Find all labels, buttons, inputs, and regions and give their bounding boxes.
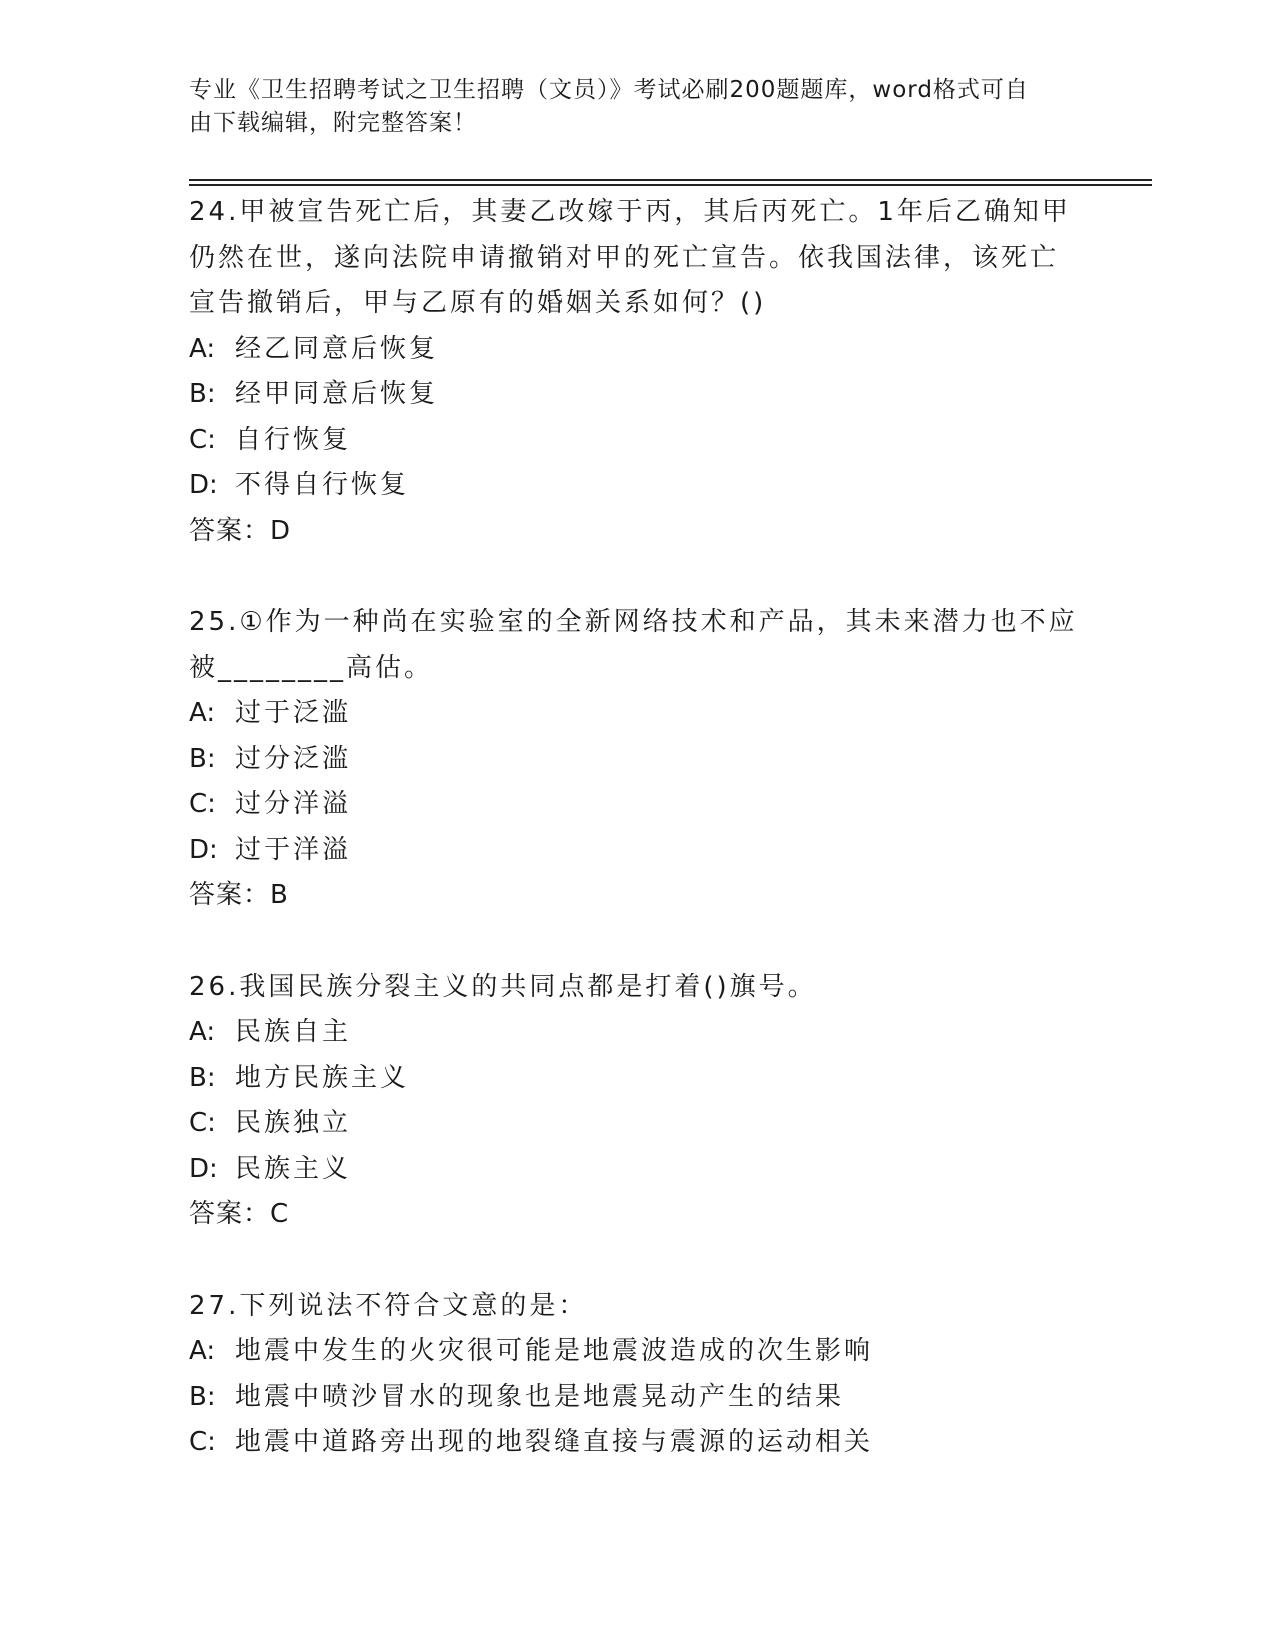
- option-text: 民族自主: [235, 1017, 352, 1047]
- option-key: A:: [189, 1336, 216, 1366]
- option-c: [189, 1420, 1089, 1466]
- option-key: C:: [189, 1108, 216, 1138]
- question-line: 27.下列说法不符合文意的是：: [189, 1290, 588, 1321]
- header-line-1: 专业《卫生招聘考试之卫生招聘（文员）》考试必刷200题题库，word格式可自: [189, 77, 1029, 103]
- option-text: 地震中发生的火灾很可能是地震波造成的次生影响: [235, 1336, 874, 1366]
- option-text: 过分洋溢: [235, 789, 352, 819]
- header-divider-top: [189, 179, 1152, 181]
- option-key: C:: [189, 424, 216, 455]
- option-c: [189, 418, 1089, 464]
- option-key: A:: [189, 1017, 216, 1047]
- option-text: 地震中喷沙冒水的现象也是地震晃动产生的结果: [235, 1381, 845, 1412]
- question-27: [189, 1284, 1089, 1466]
- option-text: 民族主义: [235, 1153, 352, 1184]
- option-text: 过于洋溢: [235, 834, 352, 865]
- option-a: [189, 691, 1089, 737]
- header-divider-bottom: [189, 184, 1152, 186]
- option-b: [189, 737, 1089, 783]
- option-d: [189, 1147, 1089, 1193]
- option-a: [189, 327, 1089, 373]
- answer-line: 答案：B: [189, 880, 289, 910]
- question-24: [189, 190, 1089, 554]
- option-key: A:: [189, 333, 216, 364]
- option-text: 过于泛滥: [235, 698, 352, 728]
- option-text: 过分泛滥: [235, 743, 352, 774]
- option-text: 经甲同意后恢复: [235, 379, 439, 409]
- option-a: [189, 1010, 1089, 1056]
- option-c: [189, 1101, 1089, 1147]
- question-line: 仍然在世，遂向法院申请撤销对甲的死亡宣告。依我国法律，该死亡: [189, 242, 1060, 273]
- question-list: [189, 190, 1089, 1466]
- option-text: 经乙同意后恢复: [235, 333, 439, 364]
- option-key: D:: [189, 470, 218, 500]
- option-key: C:: [189, 789, 216, 819]
- option-text: 民族独立: [235, 1108, 352, 1138]
- question-line: 24.甲被宣告死亡后，其妻乙改嫁于丙，其后丙死亡。1年后乙确知甲: [189, 197, 1071, 227]
- option-a: [189, 1329, 1089, 1375]
- option-c: [189, 782, 1089, 828]
- option-key: D:: [189, 1153, 218, 1184]
- document-header: [189, 74, 1089, 140]
- option-key: B:: [189, 1381, 216, 1412]
- option-key: C:: [189, 1427, 216, 1457]
- header-line-2: 由下载编辑，附完整答案！: [189, 110, 477, 136]
- option-d: [189, 828, 1089, 874]
- option-b: [189, 1375, 1089, 1421]
- option-b: [189, 372, 1089, 418]
- option-d: [189, 463, 1089, 509]
- answer-line: 答案：C: [189, 1199, 290, 1229]
- question-line: 25.①作为一种尚在实验室的全新网络技术和产品，其未来潜力也不应: [189, 607, 1078, 637]
- question-line: 被________高估。: [189, 652, 434, 683]
- option-key: A:: [189, 698, 216, 728]
- question-line: 26.我国民族分裂主义的共同点都是打着()旗号。: [189, 971, 817, 1002]
- option-key: B:: [189, 1062, 216, 1093]
- spacer: [189, 919, 1089, 965]
- option-key: B:: [189, 379, 216, 409]
- option-text: 自行恢复: [235, 424, 352, 455]
- spacer: [189, 554, 1089, 600]
- option-key: D:: [189, 834, 218, 865]
- option-text: 地震中道路旁出现的地裂缝直接与震源的运动相关: [235, 1427, 874, 1457]
- question-25: [189, 600, 1089, 919]
- answer-line: 答案：D: [189, 515, 292, 546]
- option-text: 地方民族主义: [235, 1062, 410, 1093]
- option-key: B:: [189, 743, 216, 774]
- question-26: [189, 965, 1089, 1238]
- option-text: 不得自行恢复: [235, 470, 410, 500]
- question-line: 宣告撤销后，甲与乙原有的婚姻关系如何？(): [189, 288, 767, 318]
- option-b: [189, 1056, 1089, 1102]
- spacer: [189, 1238, 1089, 1284]
